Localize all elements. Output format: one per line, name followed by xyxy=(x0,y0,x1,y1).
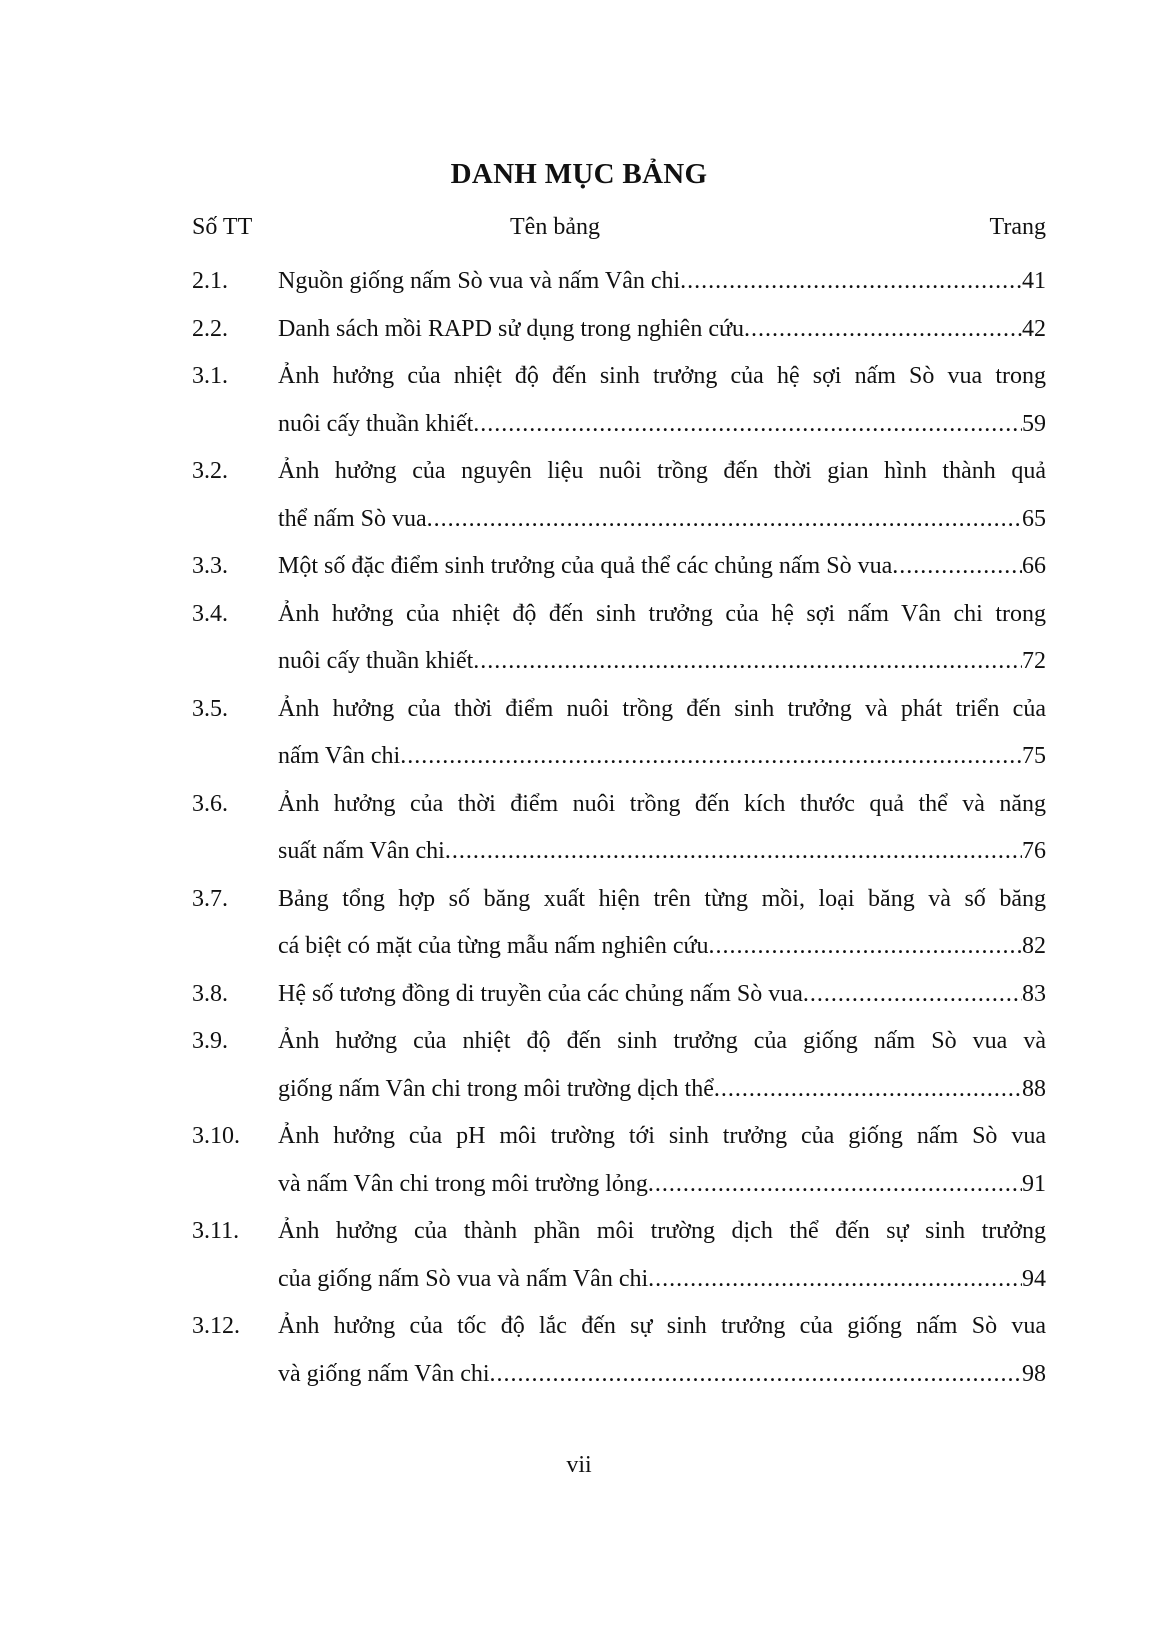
header-number: Số TT xyxy=(192,214,253,240)
entry-title-line: Ảnh hưởng của nhiệt độ đến sinh trưởng của giống nấm Sò vua và xyxy=(278,1028,1046,1054)
entry-page-number: 42 xyxy=(1022,315,1046,342)
entry-leader-line xyxy=(278,971,1046,1019)
entry-title-text: Nguồn giống nấm Sò vua và nấm Vân chi xyxy=(278,268,681,294)
entry-body xyxy=(278,448,1046,543)
entry-title-text: Một số đặc điểm sinh trưởng của quả thể các chủng nấm Sò vua xyxy=(278,553,893,579)
page-number: vii xyxy=(566,1452,592,1478)
dot-leader xyxy=(648,1256,1022,1304)
entry-body xyxy=(278,971,1046,1019)
list-item[interactable] xyxy=(192,1018,1046,1113)
entry-title-line: Ảnh hưởng của thành phần môi trường dịch thể đến sự sinh trưởng xyxy=(278,1218,1046,1244)
entry-page-number: 88 xyxy=(1022,1075,1046,1102)
entry-title-line: Ảnh hưởng của pH môi trường tới sinh trưởng của giống nấm Sò vua xyxy=(278,1123,1046,1149)
entry-number: 2.1. xyxy=(192,268,228,294)
entry-title-line: Ảnh hưởng của thời điểm nuôi trồng đến kích thước quả thể và năng xyxy=(278,790,1046,817)
dot-leader xyxy=(648,1161,1022,1209)
entry-title-line: Bảng tổng hợp số băng xuất hiện trên từng mồi, loại băng và số băng xyxy=(278,885,1046,912)
list-item[interactable] xyxy=(192,591,1046,686)
entry-body xyxy=(278,1113,1046,1208)
list-item[interactable] xyxy=(192,1303,1046,1398)
entry-title-text: giống nấm Vân chi trong môi trường dịch thể xyxy=(278,1075,714,1102)
entry-body xyxy=(278,543,1046,591)
dot-leader xyxy=(892,543,1022,591)
entry-body xyxy=(278,686,1046,781)
entry-number: 3.8. xyxy=(192,980,228,1007)
entry-number: 2.2. xyxy=(192,315,228,342)
entry-leader-line xyxy=(278,1161,1046,1209)
dot-leader xyxy=(400,733,1022,781)
entry-page-number: 83 xyxy=(1022,980,1046,1007)
entry-page-number: 66 xyxy=(1022,553,1046,579)
entry-title-text: suất nấm Vân chi xyxy=(278,838,445,864)
entry-body xyxy=(278,1208,1046,1303)
entry-title-line: Ảnh hưởng của nhiệt độ đến sinh trưởng của hệ sợi nấm Sò vua trong xyxy=(278,363,1046,389)
entry-number: 3.4. xyxy=(192,600,228,627)
list-item[interactable] xyxy=(192,258,1046,306)
entry-leader-line xyxy=(278,306,1046,354)
entry-number: 3.6. xyxy=(192,790,228,817)
list-item[interactable] xyxy=(192,543,1046,591)
entry-leader-line xyxy=(278,828,1046,876)
entry-number: 3.11. xyxy=(192,1218,240,1244)
entry-number: 3.5. xyxy=(192,695,228,722)
list-item[interactable] xyxy=(192,971,1046,1019)
list-item[interactable] xyxy=(192,1113,1046,1208)
list-item[interactable] xyxy=(192,306,1046,354)
entry-title-text: của giống nấm Sò vua và nấm Vân chi xyxy=(278,1265,649,1292)
list-item[interactable] xyxy=(192,781,1046,876)
entry-page-number: 59 xyxy=(1022,410,1046,437)
entry-page-number: 76 xyxy=(1022,838,1046,864)
entry-leader-line xyxy=(278,1351,1046,1399)
entry-body xyxy=(278,353,1046,448)
entry-title-text: nuôi cấy thuần khiết xyxy=(278,410,474,437)
page-title: DANH MỤC BẢNG xyxy=(450,158,708,190)
dot-leader xyxy=(803,971,1022,1019)
entry-leader-line xyxy=(278,401,1046,449)
entry-leader-line xyxy=(278,543,1046,591)
entry-page-number: 91 xyxy=(1022,1170,1046,1197)
table-list-header xyxy=(192,214,1046,248)
entry-title-line: Ảnh hưởng của tốc độ lắc đến sự sinh trưởng của giống nấm Sò vua xyxy=(278,1313,1046,1339)
entry-leader-line xyxy=(278,1256,1046,1304)
entry-page-number: 72 xyxy=(1022,648,1046,674)
dot-leader xyxy=(427,496,1022,544)
entry-page-number: 94 xyxy=(1022,1265,1046,1292)
dot-leader xyxy=(445,828,1022,876)
entry-title-text: nấm Vân chi xyxy=(278,743,401,769)
entry-body xyxy=(278,1018,1046,1113)
entry-number: 3.3. xyxy=(192,553,228,579)
entry-title-text: Hệ số tương đồng di truyền của các chủng nấm Sò vua xyxy=(278,980,803,1007)
entry-title-text: và giống nấm Vân chi xyxy=(278,1360,490,1387)
list-item[interactable] xyxy=(192,876,1046,971)
entry-title-text: nuôi cấy thuần khiết xyxy=(278,648,474,674)
entry-leader-line xyxy=(278,923,1046,971)
list-item[interactable] xyxy=(192,1208,1046,1303)
entry-title-line: Ảnh hưởng của thời điểm nuôi trồng đến sinh trưởng và phát triển của xyxy=(278,695,1046,722)
entry-title-line: Ảnh hưởng của nhiệt độ đến sinh trưởng của hệ sợi nấm Vân chi trong xyxy=(278,600,1046,627)
entry-number: 3.2. xyxy=(192,458,228,484)
entry-body xyxy=(278,591,1046,686)
dot-leader xyxy=(473,638,1022,686)
entry-body xyxy=(278,876,1046,971)
entry-title-text: và nấm Vân chi trong môi trường lỏng xyxy=(278,1170,648,1197)
entry-leader-line xyxy=(278,1066,1046,1114)
dot-leader xyxy=(473,401,1022,449)
dot-leader xyxy=(490,1351,1022,1399)
entry-number: 3.7. xyxy=(192,885,228,912)
header-name: Tên bảng xyxy=(510,214,600,240)
entry-body xyxy=(278,1303,1046,1398)
entry-title-text: thể nấm Sò vua xyxy=(278,505,427,532)
entry-leader-line xyxy=(278,496,1046,544)
entry-page-number: 98 xyxy=(1022,1360,1046,1387)
header-page: Trang xyxy=(989,214,1046,240)
list-item[interactable] xyxy=(192,686,1046,781)
entry-body xyxy=(278,306,1046,354)
entry-number: 3.10. xyxy=(192,1123,240,1149)
entry-leader-line xyxy=(278,733,1046,781)
entry-page-number: 82 xyxy=(1022,933,1046,959)
entry-title-text: Danh sách mồi RAPD sử dụng trong nghiên cứu xyxy=(278,315,744,342)
entry-leader-line xyxy=(278,258,1046,306)
dot-leader xyxy=(709,923,1022,971)
entry-body xyxy=(278,258,1046,306)
entry-page-number: 75 xyxy=(1022,743,1046,769)
entry-number: 3.1. xyxy=(192,363,228,389)
dot-leader xyxy=(680,258,1022,306)
list-item[interactable] xyxy=(192,448,1046,543)
entry-page-number: 41 xyxy=(1022,268,1046,294)
entry-body xyxy=(278,781,1046,876)
dot-leader xyxy=(744,306,1022,354)
list-item[interactable] xyxy=(192,353,1046,448)
dot-leader xyxy=(714,1066,1022,1114)
entry-page-number: 65 xyxy=(1022,505,1046,532)
entry-title-text: cá biệt có mặt của từng mẫu nấm nghiên cứu xyxy=(278,933,709,959)
entry-number: 3.12. xyxy=(192,1313,240,1339)
entry-number: 3.9. xyxy=(192,1028,228,1054)
entry-leader-line xyxy=(278,638,1046,686)
entry-title-line: Ảnh hưởng của nguyên liệu nuôi trồng đến thời gian hình thành quả xyxy=(278,458,1046,484)
table-list xyxy=(192,258,1046,1398)
